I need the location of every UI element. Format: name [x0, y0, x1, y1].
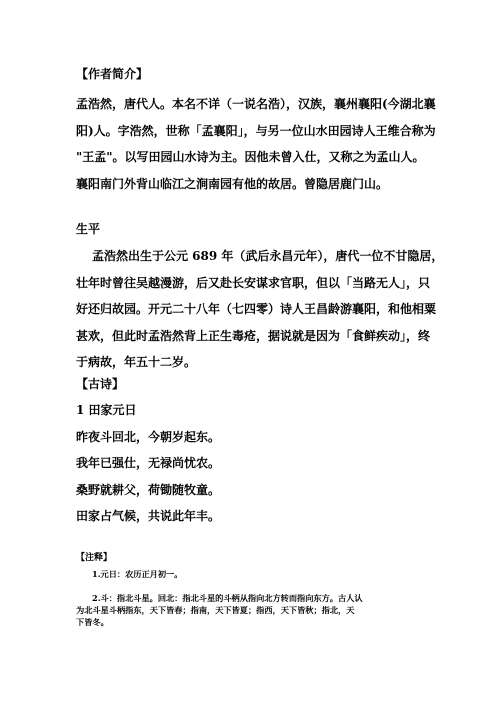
- author-line-1: 孟浩然，唐代人。本名不详（一说名浩），汉族，襄州襄阳(今湖北襄: [76, 97, 436, 111]
- note-2-line-1: 2.斗：指北斗星。回北：指北斗星的斗柄从指向北方转而指向东方。古人认: [92, 593, 363, 603]
- life-line-5: 于病故，年五十二岁。: [76, 355, 197, 369]
- life-line-4: 甚欢，但此时孟浩然背上正生毒疮，据说就是因为「食鲜疾动」，终: [76, 328, 431, 343]
- note-2-line-2: 为北斗星斗柄指东，天下皆春；指南，天下皆夏；指西，天下皆秋；指北，天: [76, 605, 355, 615]
- poem-block: [76, 397, 428, 530]
- poem-verse-2: 我年已强仕，无禄尚忧农。: [76, 456, 221, 470]
- note-2-line-3: 下皆冬。: [76, 617, 109, 627]
- life-line-3: 好还归故园。开元二十八年（七四零）诗人王昌龄游襄阳，和他相粟: [76, 302, 437, 316]
- note-1: [76, 568, 428, 580]
- life-line-2: 壮年时曾往吴越漫游，后又赴长安谋求官职，但以「当路无人」，只: [76, 275, 431, 290]
- note-2: [76, 592, 428, 628]
- author-line-2: 阳)人。字浩然，世称「孟襄阳」，与另一位山水田园诗人王维合称为: [76, 123, 436, 138]
- author-heading: 【作者简介】: [76, 67, 149, 81]
- author-intro-paragraph: [76, 91, 436, 197]
- life-line-1: 孟浩然出生于公元 689 年（武后永昌元年），唐代一位不甘隐居，: [92, 249, 444, 263]
- life-paragraph: [76, 243, 444, 376]
- notes-heading: 【注释】: [76, 553, 113, 563]
- note-1-line-1: 1.元日：农历正月初一。: [92, 569, 183, 579]
- poem-title: 1 田家元日: [76, 403, 137, 417]
- poem-verse-1: 昨夜斗回北，今朝岁起东。: [76, 429, 221, 444]
- author-line-3: "王孟"。以写田园山水诗为主。因他未曾入仕，又称之为孟山人。: [76, 150, 425, 164]
- poems-heading: 【古诗】: [76, 377, 125, 391]
- life-heading: 生平: [76, 222, 101, 236]
- poem-verse-3: 桑野就耕父，荷锄随牧童。: [76, 482, 221, 497]
- poem-verse-4: 田家占气候，共说此年丰。: [76, 509, 221, 523]
- author-line-4: 襄阳南门外背山临江之涧南园有他的故居。曾隐居鹿门山。: [76, 176, 389, 191]
